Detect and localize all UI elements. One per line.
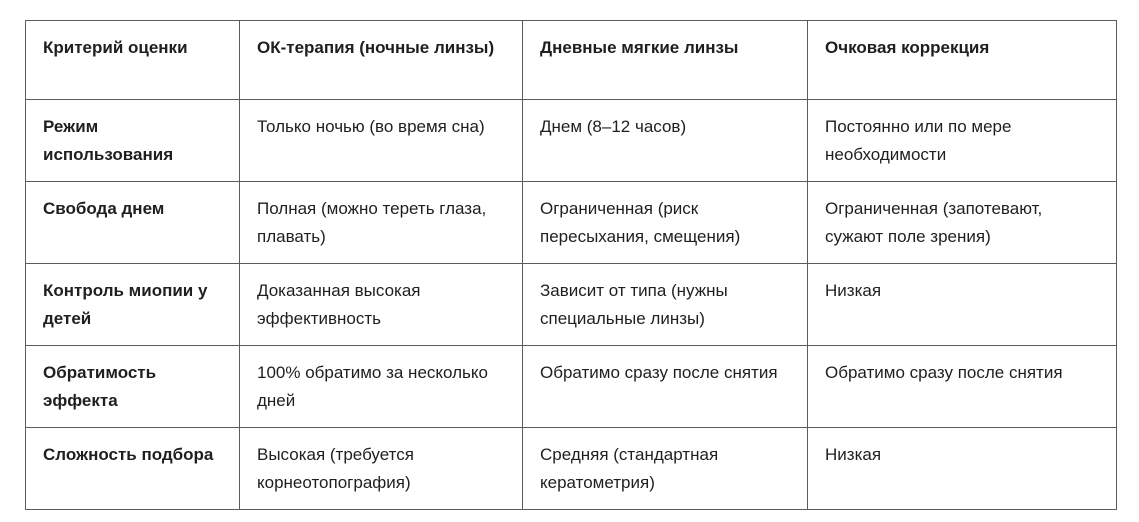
row-criterion: Обратимость эффекта — [26, 346, 240, 428]
comparison-table-container — [25, 20, 1117, 510]
header-criterion: Критерий оценки — [26, 21, 240, 100]
header-glasses: Очковая коррекция — [808, 21, 1117, 100]
cell-glasses: Низкая — [808, 264, 1117, 346]
table-row — [26, 346, 1117, 428]
row-criterion: Контроль миопии у детей — [26, 264, 240, 346]
cell-ok-therapy: Только ночью (во время сна) — [240, 100, 523, 182]
cell-glasses: Постоянно или по мере необходимости — [808, 100, 1117, 182]
header-ok-therapy: ОК-терапия (ночные линзы) — [240, 21, 523, 100]
cell-ok-therapy: Полная (можно тереть глаза, плавать) — [240, 182, 523, 264]
row-criterion: Сложность подбора — [26, 428, 240, 510]
cell-daily-soft-lenses: Зависит от типа (нужны специальные линзы) — [523, 264, 808, 346]
table-row — [26, 428, 1117, 510]
cell-glasses: Обратимо сразу после снятия — [808, 346, 1117, 428]
table-row — [26, 264, 1117, 346]
table-header-row — [26, 21, 1117, 100]
cell-ok-therapy: 100% обратимо за несколько дней — [240, 346, 523, 428]
cell-glasses: Низкая — [808, 428, 1117, 510]
cell-ok-therapy: Высокая (требуется корнеотопография) — [240, 428, 523, 510]
row-criterion: Свобода днем — [26, 182, 240, 264]
cell-daily-soft-lenses: Ограниченная (риск пересыхания, смещения) — [523, 182, 808, 264]
table-row — [26, 182, 1117, 264]
table-row — [26, 100, 1117, 182]
header-daily-soft-lenses: Дневные мягкие линзы — [523, 21, 808, 100]
cell-glasses: Ограниченная (запотевают, сужают поле зрения) — [808, 182, 1117, 264]
cell-daily-soft-lenses: Средняя (стандартная кератометрия) — [523, 428, 808, 510]
cell-daily-soft-lenses: Обратимо сразу после снятия — [523, 346, 808, 428]
cell-ok-therapy: Доказанная высокая эффективность — [240, 264, 523, 346]
comparison-table — [25, 20, 1117, 510]
row-criterion: Режим использования — [26, 100, 240, 182]
cell-daily-soft-lenses: Днем (8–12 часов) — [523, 100, 808, 182]
